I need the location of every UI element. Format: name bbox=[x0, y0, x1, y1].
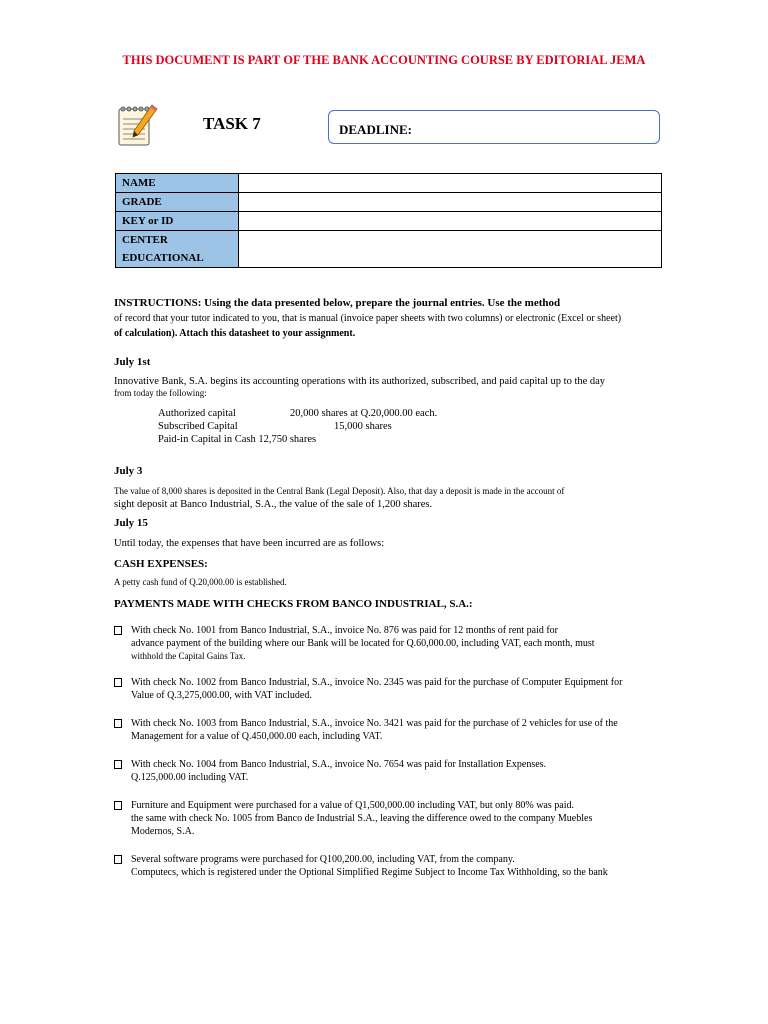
center-educational-field[interactable] bbox=[239, 231, 662, 268]
authorized-capital-label: Authorized capital bbox=[158, 408, 236, 419]
list-item bbox=[114, 758, 664, 786]
bullet-4-line2: Q.125,000.00 including VAT. bbox=[131, 772, 249, 783]
notepad-pencil-icon bbox=[112, 101, 160, 149]
cash-expenses-heading: CASH EXPENSES: bbox=[114, 558, 208, 570]
task-title: TASK 7 bbox=[203, 114, 261, 133]
table-row bbox=[116, 174, 662, 193]
instructions-line-2: of record that your tutor indicated to you, that is manual (invoice paper sheets with two columns) or electronic (Excel or sheet) bbox=[114, 313, 622, 324]
bullet-1-line1: With check No. 1001 from Banco Industrial, S.A., invoice No. 876 was paid for 12 months of rent paid for bbox=[131, 625, 559, 636]
bullet-2-line1: With check No. 1002 from Banco Industrial, S.A., invoice No. 2345 was paid for the purchase of Computer Equipment for bbox=[131, 677, 623, 688]
checkbox-icon bbox=[114, 855, 122, 864]
checkbox-icon bbox=[114, 801, 122, 810]
july1-text-line1: Innovative Bank, S.A. begins its accounting operations with its authorized, subscribed, and paid capital up to the day bbox=[114, 376, 606, 387]
july3-text-line2: sight deposit at Banco Industrial, S.A., the value of the sale of 1,200 shares. bbox=[114, 499, 433, 510]
bullet-4-line1: With check No. 1004 from Banco Industrial, S.A., invoice No. 7654 was paid for Installation Expenses. bbox=[131, 759, 547, 770]
subscribed-capital-label: Subscribed Capital bbox=[158, 421, 238, 432]
payments-heading: PAYMENTS MADE WITH CHECKS FROM BANCO INDUSTRIAL, S.A.: bbox=[114, 598, 473, 610]
name-label: NAME bbox=[116, 174, 239, 193]
grade-label: GRADE bbox=[116, 193, 239, 212]
student-info-table bbox=[115, 173, 662, 268]
cash-expenses-text: A petty cash fund of Q.20,000.00 is established. bbox=[114, 577, 287, 587]
bullet-5-line3: Modernos, S.A. bbox=[131, 826, 195, 837]
course-header: THIS DOCUMENT IS PART OF THE BANK ACCOUNTING COURSE BY EDITORIAL JEMA bbox=[122, 53, 646, 67]
bullet-1-line3: withhold the Capital Gains Tax. bbox=[131, 651, 246, 661]
table-row bbox=[116, 231, 662, 268]
instructions-line-3: of calculation). Attach this datasheet to your assignment. bbox=[114, 328, 356, 339]
key-id-label: KEY or ID bbox=[116, 212, 239, 231]
checkbox-icon bbox=[114, 719, 122, 728]
grade-field[interactable] bbox=[239, 193, 662, 212]
bullet-1-line2: advance payment of the building where our Bank will be located for Q.60,000.00, including VAT, each month, must bbox=[131, 638, 595, 649]
list-item bbox=[114, 853, 664, 881]
list-item bbox=[114, 676, 664, 704]
instructions-line-1: INSTRUCTIONS: Using the data presented below, prepare the journal entries. Use the method bbox=[114, 297, 561, 309]
deadline-label: DEADLINE: bbox=[339, 122, 412, 137]
july3-text-line1: The value of 8,000 shares is deposited in the Central Bank (Legal Deposit). Also, that day a deposit is made in the account of bbox=[114, 486, 565, 496]
bullet-6-line2: Computecs, which is registered under the Optional Simplified Regime Subject to Income Tax Withholding, so the bank bbox=[131, 867, 608, 878]
list-item bbox=[114, 624, 664, 664]
bullet-6-line1: Several software programs were purchased for Q100,200.00, including VAT, from the company. bbox=[131, 854, 515, 865]
bullet-5-line1: Furniture and Equipment were purchased for a value of Q1,500,000.00 including VAT, but only 80% was paid. bbox=[131, 800, 574, 811]
checkbox-icon bbox=[114, 626, 122, 635]
name-field[interactable] bbox=[239, 174, 662, 193]
center-label-line1: CENTER bbox=[122, 234, 168, 246]
july15-text: Until today, the expenses that have been incurred are as follows: bbox=[114, 538, 385, 549]
subscribed-capital-value: 15,000 shares bbox=[334, 421, 392, 432]
authorized-capital-value: 20,000 shares at Q.20,000.00 each. bbox=[290, 408, 438, 419]
bullet-3-line1: With check No. 1003 from Banco Industrial, S.A., invoice No. 3421 was paid for the purchase of 2 vehicles for use of the bbox=[131, 718, 618, 729]
july1-text-line2: from today the following: bbox=[114, 388, 207, 398]
deadline-box[interactable] bbox=[328, 110, 660, 144]
july15-heading: July 15 bbox=[114, 517, 148, 529]
bullet-5-line2: the same with check No. 1005 from Banco de Industrial S.A., leaving the difference owed to the company Muebles bbox=[131, 813, 593, 824]
july1-heading: July 1st bbox=[114, 356, 151, 368]
table-row bbox=[116, 193, 662, 212]
table-row bbox=[116, 212, 662, 231]
july3-heading: July 3 bbox=[114, 465, 143, 477]
key-id-field[interactable] bbox=[239, 212, 662, 231]
list-item bbox=[114, 717, 664, 745]
paidin-capital: Paid-in Capital in Cash 12,750 shares bbox=[158, 434, 317, 445]
center-label-line2: EDUCATIONAL bbox=[122, 252, 204, 264]
bullet-2-line2: Value of Q.3,275,000.00, with VAT included. bbox=[131, 690, 312, 701]
checkbox-icon bbox=[114, 760, 122, 769]
checkbox-icon bbox=[114, 678, 122, 687]
list-item bbox=[114, 799, 664, 839]
center-educational-label bbox=[116, 231, 239, 268]
bullet-3-line2: Management for a value of Q.450,000.00 each, including VAT. bbox=[131, 731, 383, 742]
